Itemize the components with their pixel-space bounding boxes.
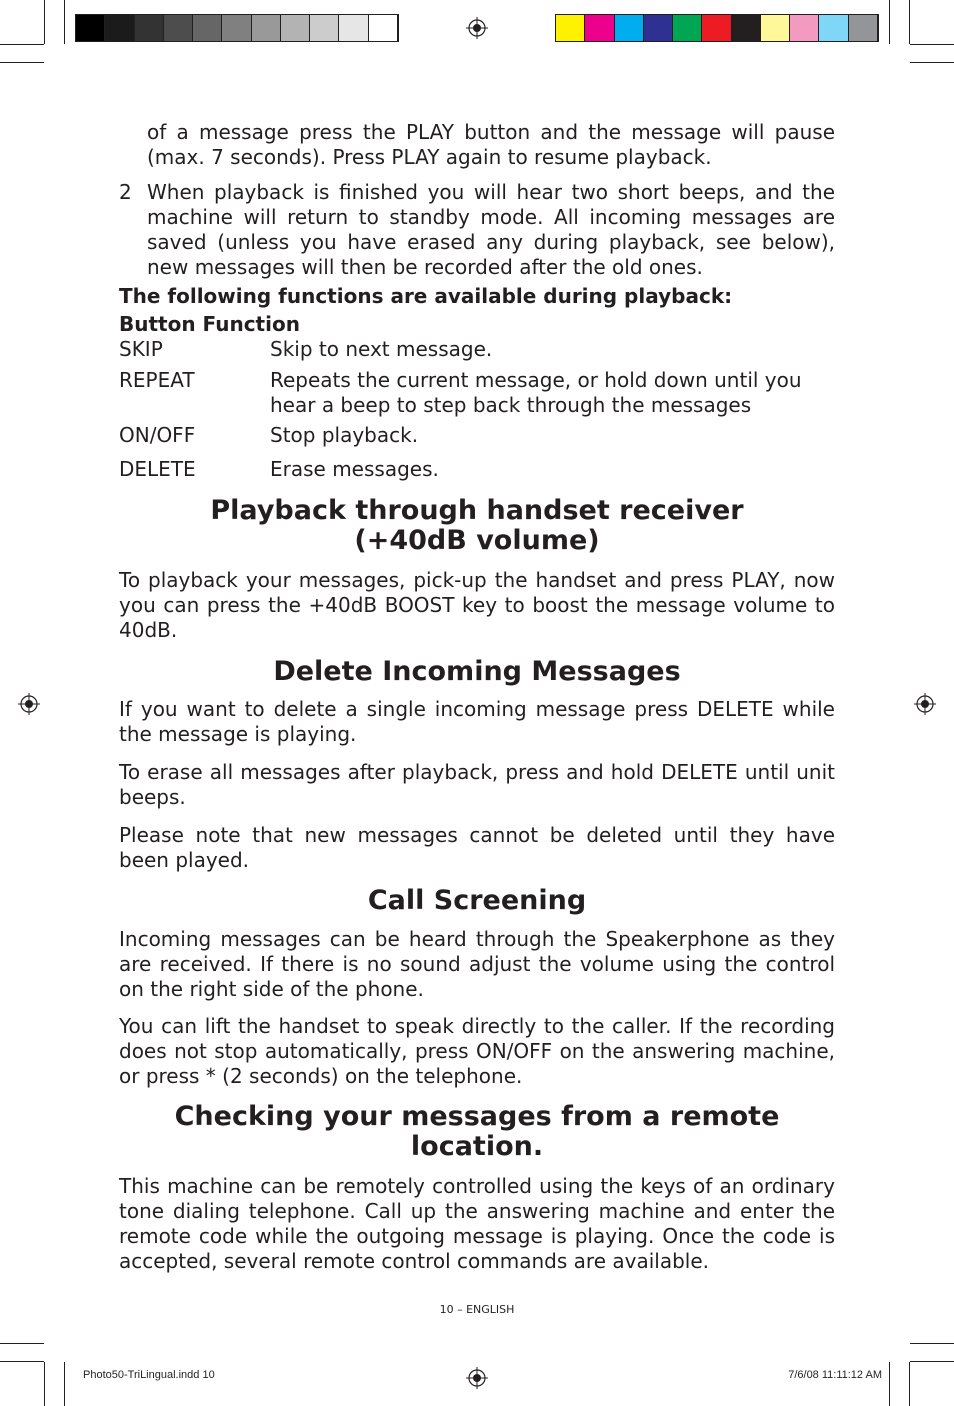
color-swatch: [702, 15, 731, 41]
color-swatch: [644, 15, 673, 41]
color-swatch: [556, 15, 585, 41]
handset-heading-line2: (+40dB volume): [354, 525, 600, 556]
crop-mark: [910, 1343, 954, 1344]
delete-paragraph: To erase all messages after playback, press and hold DELETE until unit beeps.: [119, 760, 835, 809]
screening-paragraph: Incoming messages can be heard through the Speakerphone as they are received. If there is no sound adjust the volume using the control on the right side of the phone.: [119, 927, 835, 1001]
crop-mark: [909, 1362, 910, 1406]
process-color-bar: [555, 14, 879, 42]
crop-mark: [0, 1361, 44, 1362]
screening-paragraph: You can lift the handset to speak directly to the caller. If the recording does not stop automatically, press ON/OFF on the answering machine, or press * (2 seconds) on the telephone.: [119, 1014, 835, 1088]
crop-mark: [44, 0, 45, 44]
color-swatch: [673, 15, 702, 41]
playback-continued-paragraph: of a message press the PLAY button and the message will pause (max. 7 seconds). Press PLAY again to resume playback.: [147, 120, 835, 169]
color-swatch: [819, 15, 848, 41]
color-swatch: [281, 15, 310, 41]
handset-heading-line1: Playback through handset receiver: [210, 495, 744, 526]
file-slug: Photo50-TriLingual.indd 10: [83, 1369, 215, 1381]
button-function: Repeats the current message, or hold down until you hear a beep to step back through the messages: [270, 368, 802, 417]
remote-heading: [119, 1102, 835, 1162]
color-swatch: [135, 15, 164, 41]
registration-mark-icon: [18, 693, 40, 715]
registration-mark-icon: [466, 1367, 488, 1389]
crop-mark: [0, 1343, 44, 1344]
crop-mark: [64, 1362, 65, 1406]
table-header: Button Function: [119, 312, 300, 336]
functions-intro: The following functions are available during playback:: [119, 284, 733, 308]
handset-heading: [119, 496, 835, 556]
color-swatch: [339, 15, 368, 41]
list-item-text: When playback is finished you will hear two short beeps, and the machine will return to standby mode. All incoming messages are saved (unless you have erased any during playback, see below), new messages will then be recorded after the old ones.: [147, 180, 835, 279]
color-swatch: [615, 15, 644, 41]
remote-heading-line1: Checking your messages from a remote: [174, 1101, 780, 1132]
remote-heading-line2: location.: [410, 1131, 544, 1162]
table-row: [119, 368, 835, 418]
button-name: ON/OFF: [119, 423, 196, 447]
color-swatch: [252, 15, 281, 41]
delete-paragraph: If you want to delete a single incoming message press DELETE while the message is playing.: [119, 697, 835, 746]
list-item: [119, 180, 835, 280]
crop-mark: [889, 0, 890, 44]
date-slug: 7/6/08 11:11:12 AM: [788, 1369, 882, 1381]
color-swatch: [164, 15, 193, 41]
color-swatch: [369, 15, 398, 41]
screening-heading: Call Screening: [367, 885, 587, 916]
crop-mark: [910, 44, 954, 45]
button-name: REPEAT: [119, 368, 195, 392]
button-function: Erase messages.: [270, 457, 439, 481]
delete-paragraph: Please note that new messages cannot be deleted until they have been played.: [119, 823, 835, 872]
color-swatch: [585, 15, 614, 41]
grayscale-color-bar: [75, 14, 399, 42]
remote-body: This machine can be remotely controlled using the keys of an ordinary tone dialing telephone. Call up the answering machine and enter the remote code while the outgoing message is playing. Once the code is accepted, several remote control commands are available.: [119, 1174, 835, 1273]
crop-mark: [910, 62, 954, 63]
table-row: [119, 337, 835, 362]
color-swatch: [193, 15, 222, 41]
color-swatch: [105, 15, 134, 41]
delete-heading: Delete Incoming Messages: [273, 656, 681, 687]
page-content: [119, 120, 835, 1274]
crop-mark: [44, 1362, 45, 1406]
crop-mark: [910, 1361, 954, 1362]
crop-mark: [909, 0, 910, 44]
color-swatch: [790, 15, 819, 41]
page-number: 10 – ENGLISH: [439, 1303, 515, 1316]
list-item-number: 2: [119, 180, 132, 204]
registration-mark-icon: [914, 693, 936, 715]
crop-mark: [889, 1362, 890, 1406]
handset-body: To playback your messages, pick-up the handset and press PLAY, now you can press the +40dB BOOST key to boost the message volume to 40dB.: [119, 568, 835, 642]
color-swatch: [310, 15, 339, 41]
table-row: [119, 457, 835, 482]
color-swatch: [732, 15, 761, 41]
button-name: SKIP: [119, 337, 163, 361]
table-row: [119, 423, 835, 448]
button-name: DELETE: [119, 457, 196, 481]
color-swatch: [849, 15, 878, 41]
crop-mark: [64, 0, 65, 44]
button-function: Stop playback.: [270, 423, 419, 447]
color-swatch: [761, 15, 790, 41]
button-function: Skip to next message.: [270, 337, 493, 361]
crop-mark: [0, 44, 44, 45]
color-swatch: [222, 15, 251, 41]
color-swatch: [76, 15, 105, 41]
registration-mark-icon: [466, 17, 488, 39]
crop-mark: [0, 62, 44, 63]
